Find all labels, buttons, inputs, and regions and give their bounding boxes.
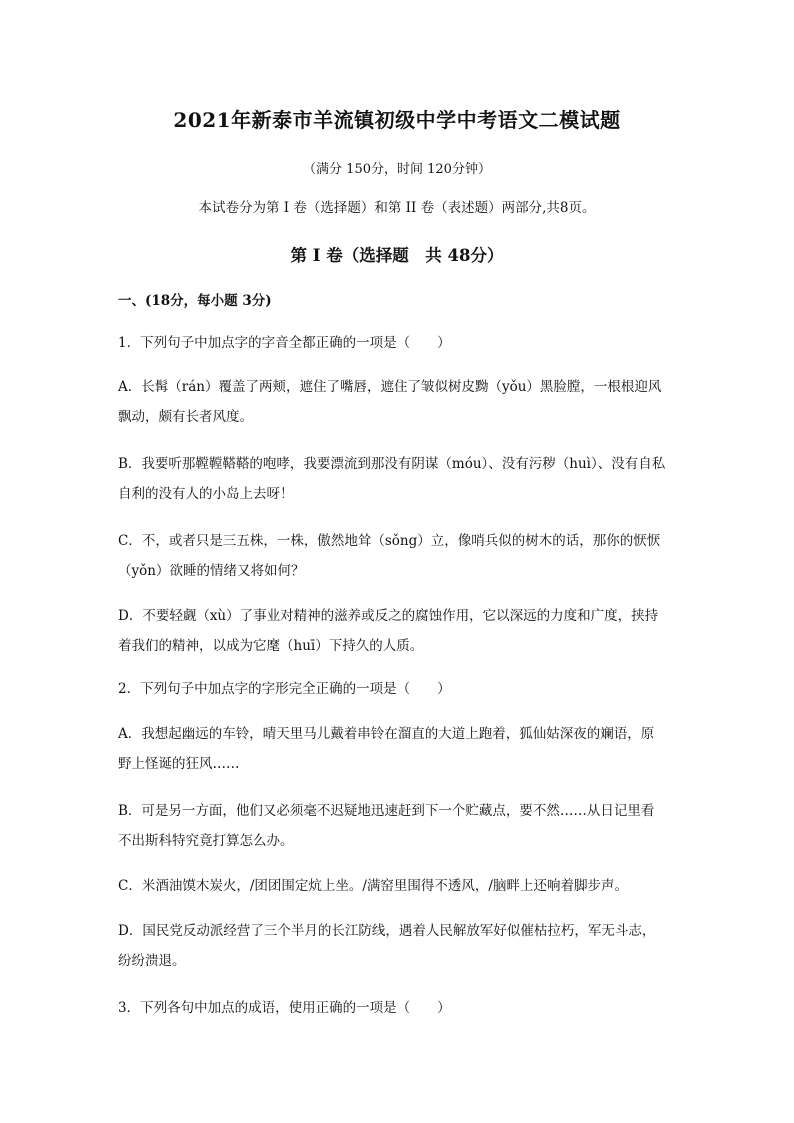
question-line: B．我要听那鞺鞺鞳鞳的咆哮，我要漂流到那没有阴谋（móu）、没有污秽（huì）、没有自私 — [118, 456, 666, 472]
part-heading: 一、(18分，每小题 3分) — [118, 293, 272, 309]
question-line: 3．下列各句中加点的成语，使用正确的一项是（ ） — [118, 1000, 451, 1016]
exam-intro: 本试卷分为第 I 卷（选择题）和第 II 卷（表述题）两部分,共8页。 — [198, 200, 596, 216]
question-line: 着我们的精神，以成为它麾（huī）下持久的人质。 — [118, 638, 424, 654]
exam-subtitle: （满分 150分，时间 120分钟） — [303, 162, 491, 177]
question-line: A．长髯（rán）覆盖了两颊，遮住了嘴唇，遮住了皱似树皮黝（yǒu）黑脸膛，一根根迎风 — [118, 379, 662, 395]
question-line: 2．下列句子中加点字的字形完全正确的一项是（ ） — [118, 681, 451, 697]
question-line: C．米酒油馍木炭火，/团团围定炕上坐。/满窑里围得不透风，/脑畔上还响着脚步声。 — [118, 878, 628, 894]
question-line: 野上怪诞的狂风…… — [118, 756, 240, 772]
question-line: 纷纷溃退。 — [118, 953, 186, 969]
question-line: D．国民党反动派经营了三个半月的长江防线，遇着人民解放军好似催枯拉朽，军无斗志， — [118, 923, 656, 939]
question-line: 自利的没有人的小岛上去呀！ — [118, 486, 294, 502]
question-line: 1．下列句子中加点字的字音全都正确的一项是（ ） — [118, 335, 451, 351]
question-line: （yǒn）欲睡的情绪又将如何？ — [118, 563, 305, 579]
question-line: A．我想起幽远的车铃，晴天里马儿戴着串铃在溜直的大道上跑着，狐仙姑深夜的斓语，原 — [118, 726, 655, 742]
exam-title: 2021年新泰市羊流镇初级中学中考语文二模试题 — [173, 108, 621, 132]
question-line: B．可是另一方面，他们又必须毫不迟疑地迅速赶到下一个贮藏点，要不然……从日记里看 — [118, 803, 655, 819]
question-line: C．不，或者只是三五株，一株，傲然地耸（sǒng）立，像哨兵似的树木的话，那你的恹恹 — [118, 533, 661, 549]
question-line: 不出斯科特究竟打算怎么办。 — [118, 833, 294, 849]
section-heading: 第 I 卷（选择题 共 48分） — [290, 246, 504, 265]
question-line: D．不要轻觑（xù）了事业对精神的滋养或反之的腐蚀作用，它以深远的力度和广度，挟持 — [118, 608, 659, 624]
question-line: 飘动，颇有长者风度。 — [118, 409, 253, 425]
